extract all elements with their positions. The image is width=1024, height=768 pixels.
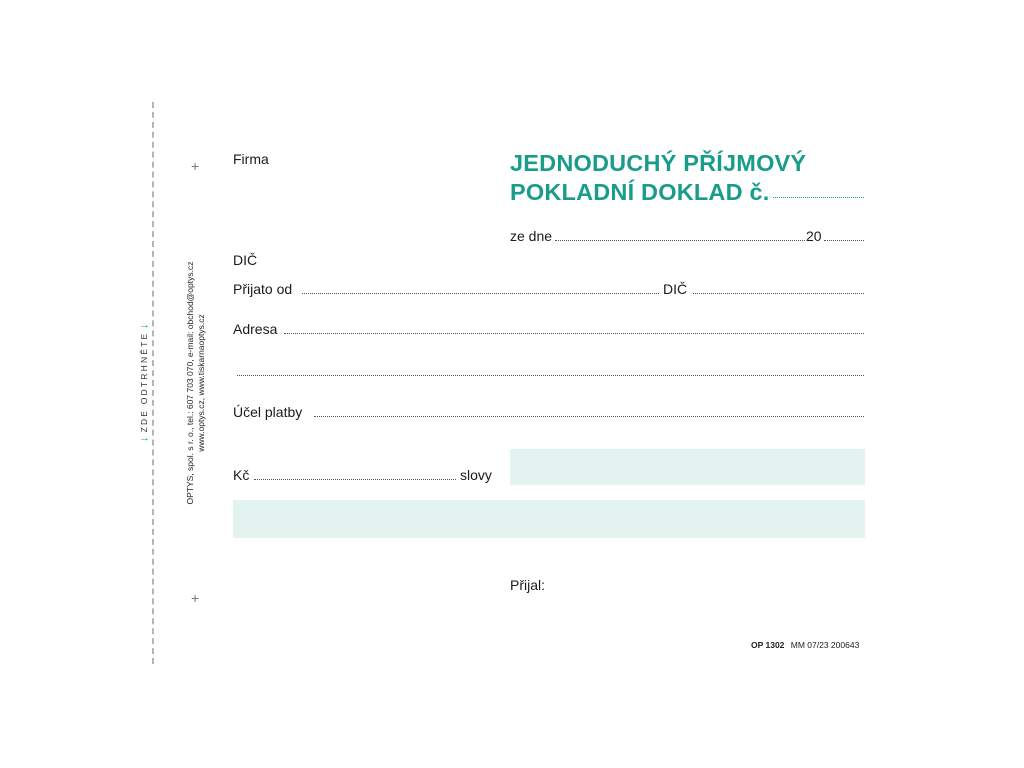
address-field-2[interactable] <box>237 375 864 376</box>
form-number: OP 1302 <box>751 640 785 650</box>
amount-words-label: slovy <box>460 467 492 483</box>
arrow-right-icon: → <box>139 319 150 331</box>
form-print-info: MM 07/23 200643 <box>790 640 860 650</box>
received-from-field[interactable] <box>302 293 659 294</box>
form-code <box>751 640 859 650</box>
dic2-label: DIČ <box>663 281 688 297</box>
dic2-field[interactable] <box>693 293 864 294</box>
received-from-label: Přijato od <box>233 281 293 297</box>
document-number-field[interactable] <box>773 197 864 198</box>
amount-label: Kč <box>233 467 250 483</box>
amount-words-box[interactable] <box>510 449 865 485</box>
document-title <box>510 149 806 207</box>
payment-purpose-field[interactable] <box>314 416 864 417</box>
tear-off-line <box>152 102 154 664</box>
amount-words-box-2[interactable] <box>233 500 865 538</box>
crop-mark-icon: + <box>191 158 200 174</box>
firma-label: Firma <box>233 151 269 167</box>
publisher-contact: OPTYS, spol. s r. o., tel.: 607 703 070, e-mail: obchod@optys.cz <box>185 261 195 505</box>
payment-purpose-label: Účel platby <box>233 404 303 420</box>
date-label: ze dne <box>510 228 553 244</box>
address-label: Adresa <box>233 321 278 337</box>
year-field[interactable] <box>824 240 864 241</box>
received-by-label: Přijal: <box>510 577 546 593</box>
tear-off-text: ZDE ODTRHNĚTE <box>139 331 149 433</box>
title-line-2: POKLADNÍ DOKLAD č. <box>510 179 770 205</box>
dic-label: DIČ <box>233 252 258 268</box>
arrow-right-icon: → <box>139 432 150 444</box>
year-prefix: 20 <box>806 228 822 244</box>
address-field[interactable] <box>284 333 864 334</box>
date-field[interactable] <box>555 240 805 241</box>
amount-field[interactable] <box>254 479 456 480</box>
publisher-websites: www.optys.cz, www.tiskarnaoptys.cz <box>196 314 206 452</box>
crop-mark-icon: + <box>191 590 200 606</box>
title-line-1: JEDNODUCHÝ PŘÍJMOVÝ <box>510 150 807 176</box>
